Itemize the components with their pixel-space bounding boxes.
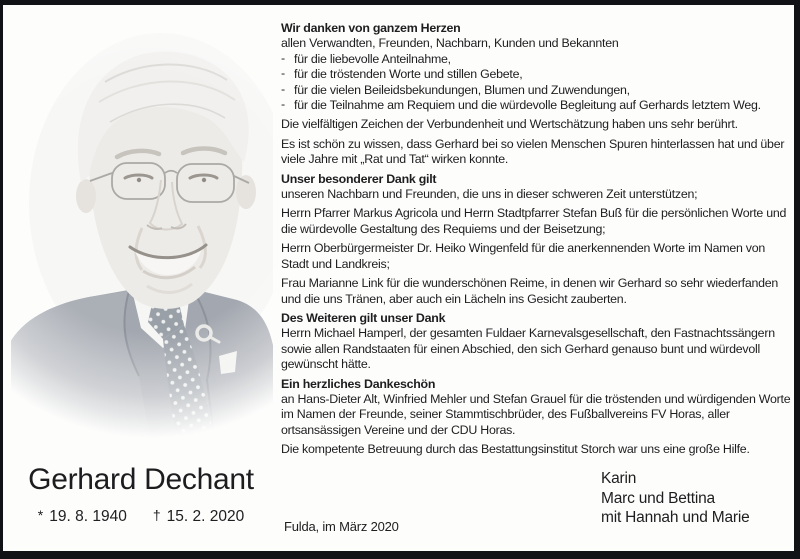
list-item: - für die liebevolle Anteilnahme, (281, 50, 451, 66)
death-cross-symbol: † (152, 507, 161, 523)
family-signatures (601, 469, 750, 528)
life-dates (3, 508, 279, 526)
section-header: Unser besonderer Dank gilt (281, 171, 437, 186)
list-item: - für die vielen Beileidsbekundungen, Blumen und Zuwendungen, (281, 81, 630, 97)
section-header: Ein herzliches Dankeschön (281, 376, 436, 391)
birth-date: * 19. 8. 1940 (37, 507, 127, 525)
paragraph: Frau Marianne Link für die wunderschönen Reime, in denen wir Gerhard so sehr wiederfanden und die uns Tränen, aber auch ein Lächeln ins Gesicht zauberten. (281, 276, 779, 306)
death-date: † 15. 2. 2020 (152, 507, 245, 525)
paragraph: Die vielfältigen Zeichen der Verbundenheit und Wertschätzung haben uns sehr berührt. (281, 117, 738, 132)
signature-line: mit Hannah und Marie (601, 509, 750, 526)
signature-line: Karin (601, 470, 637, 487)
signature-line: Marc und Bettina (601, 489, 715, 507)
section-header: Wir danken von ganzem Herzen (281, 21, 461, 35)
list-item: - für die Teilnahme am Requiem und die würdevolle Begleitung auf Gerhards letztem Weg. (281, 97, 761, 113)
notice-paper (3, 5, 794, 551)
paragraph: unseren Nachbarn und Freunden, die uns in dieser schweren Zeit unterstützen; (281, 187, 698, 202)
paragraph: Herrn Oberbürgermeister Dr. Heiko Wingenfeld für die anerkennenden Worte im Namen von Stadt und Landkreis; (281, 241, 766, 271)
paragraph: an Hans-Dieter Alt, Winfried Mehler und Stefan Grauel für die tröstenden und würdigenden Worte im Namen der Freunde, seiner Stammtischbrüder, des Fußballvereins FV Horas, aller ortsansässigen Vereine und der CDU Horas. (281, 391, 791, 437)
birth-star-symbol: * (37, 507, 44, 523)
section-header: Des Weiteren gilt unser Dank (281, 310, 446, 325)
paragraph: Herrn Pfarrer Markus Agricola und Herrn Stadtpfarrer Stefan Buß für die persönlichen Worte und die würdevolle Gestaltung des Requiems und der Beisetzung; (281, 206, 787, 236)
dash-bullet: - (281, 97, 285, 112)
paragraph: Die kompetente Betreuung durch das Bestattungsinstitut Storch war uns eine große Hilfe. (281, 442, 750, 457)
dash-bullet: - (281, 50, 285, 65)
paragraph: Es ist schön zu wissen, dass Gerhard bei so vielen Menschen Spuren hinterlassen hat und über viele Jahre mit „Rat und Tat“ wirken konnte. (281, 136, 785, 167)
portrait-illustration (11, 8, 273, 446)
place-and-date: Fulda, im März 2020 (284, 519, 399, 534)
portrait-photo (11, 8, 273, 446)
paragraph: Herrn Michael Hamperl, der gesamten Fuldaer Karnevalsgesellschaft, den Fastnachtssängern sowie allen Randstaaten für einen Abschied, den sich Gerhard genauso bunt und würdevoll gewünscht hätte. (281, 326, 775, 372)
paragraph: allen Verwandten, Freunden, Nachbarn, Kunden und Bekannten (281, 36, 619, 51)
dash-bullet: - (281, 66, 285, 81)
deceased-name: Gerhard Dechant (28, 463, 254, 496)
list-item: - für die tröstenden Worte und stillen Gebete, (281, 66, 523, 82)
thank-you-text (281, 21, 791, 458)
dash-bullet: - (281, 81, 285, 96)
